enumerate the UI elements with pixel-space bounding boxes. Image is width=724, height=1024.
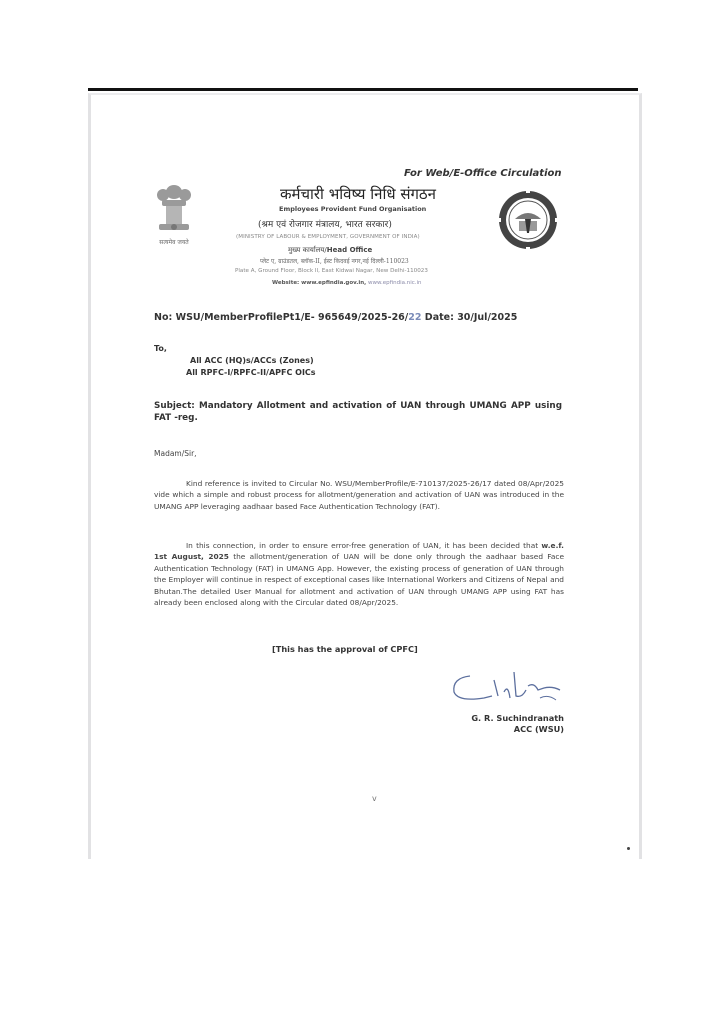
subject-line: Subject: Mandatory Allotment and activation of UAN through UMANG APP using FAT -reg. — [154, 401, 562, 423]
salutation: Madam/Sir, — [154, 449, 197, 458]
scan-top-border — [88, 88, 638, 91]
addressee: All ACC (HQ)s/ACCs (Zones) — [190, 356, 314, 365]
reference-serial: 22 — [408, 312, 422, 323]
ministry-hindi: (श्रम एवं रोजगार मंत्रालय, भारत सरकार) — [258, 220, 392, 230]
website-primary: Website: www.epfindia.gov.in, — [272, 280, 367, 286]
website-line — [272, 280, 422, 286]
emblem-motto: सत्यमेव जयते — [159, 239, 189, 246]
org-name-hindi: कर्मचारी भविष्य निधि संगठन — [280, 185, 436, 203]
national-emblem-icon — [150, 182, 198, 250]
head-office-hindi: मुख्य कार्यालय/ — [288, 246, 327, 254]
paragraph-1 — [154, 478, 564, 512]
approval-note: [This has the approval of CPFC] — [272, 644, 418, 654]
ministry-english: (MINISTRY OF LABOUR & EMPLOYMENT, GOVERNMENT OF INDIA) — [236, 234, 420, 240]
head-office-label — [288, 246, 372, 255]
addressee: All RPFC-I/RPFC-II/APFC OICs — [186, 368, 316, 377]
paragraph-2 — [154, 540, 564, 608]
reference-prefix: No: WSU/MemberProfilePt1/E- 965649/2025-26/ — [154, 312, 409, 323]
website-alt: www.epfindia.nic.in — [368, 280, 422, 286]
signatory-name: G. R. Suchindranath — [471, 713, 564, 723]
effective-date: w.e.f. 1st August, 2025 — [154, 541, 564, 562]
stray-dot — [627, 847, 630, 850]
signatory-designation: ACC (WSU) — [513, 724, 564, 734]
head-office-english: Head Office — [326, 246, 373, 254]
address-english: Plate A, Ground Floor, Block II, East Kidwai Nagar, New Delhi-110023 — [235, 268, 428, 274]
to-label: To, — [154, 344, 167, 353]
org-name-english: Employees Provident Fund Organisation — [279, 205, 427, 213]
reference-number — [154, 312, 517, 323]
stray-mark: v — [372, 794, 377, 803]
paragraph-2-rest: the allotment/generation of UAN will be done only through the aadhaar based Face Authentication Technology (FAT) in UMANG App. However, the existing process of generation of UAN through the Employer will continue in respect of exceptional cases like International Workers and Citizens of Nepal and Bhutan.The detailed User Manual for allotment and activation of UAN through UMANG APP using FAT has already been enclosed along with the Circular dated 08/Apr/2025. — [154, 552, 564, 608]
circulation-note: For Web/E-Office Circulation — [404, 168, 562, 179]
paragraph-1-text: Kind reference is invited to Circular No. WSU/MemberProfile/E-710137/2025-26/17 dated 08/Apr/2025 vide which a simple and robust process for allotment/generation and activation of UAN was introduced in the UMANG APP leveraging aadhaar based Face Authentication Technology (FAT). — [154, 479, 564, 511]
address-hindi: प्लेट ए, ग्राउंडतल, ब्लॉक-II, ईस्ट किदवई नगर,नई दिल्ली-110023 — [260, 258, 409, 265]
paragraph-2-lead: In this connection, in order to ensure error-free generation of UAN, it has been decided that — [186, 541, 542, 550]
signatory-block — [471, 713, 564, 735]
epfo-seal-icon — [497, 189, 559, 251]
reference-date: Date: 30/Jul/2025 — [421, 312, 518, 323]
signature-icon — [448, 668, 568, 710]
